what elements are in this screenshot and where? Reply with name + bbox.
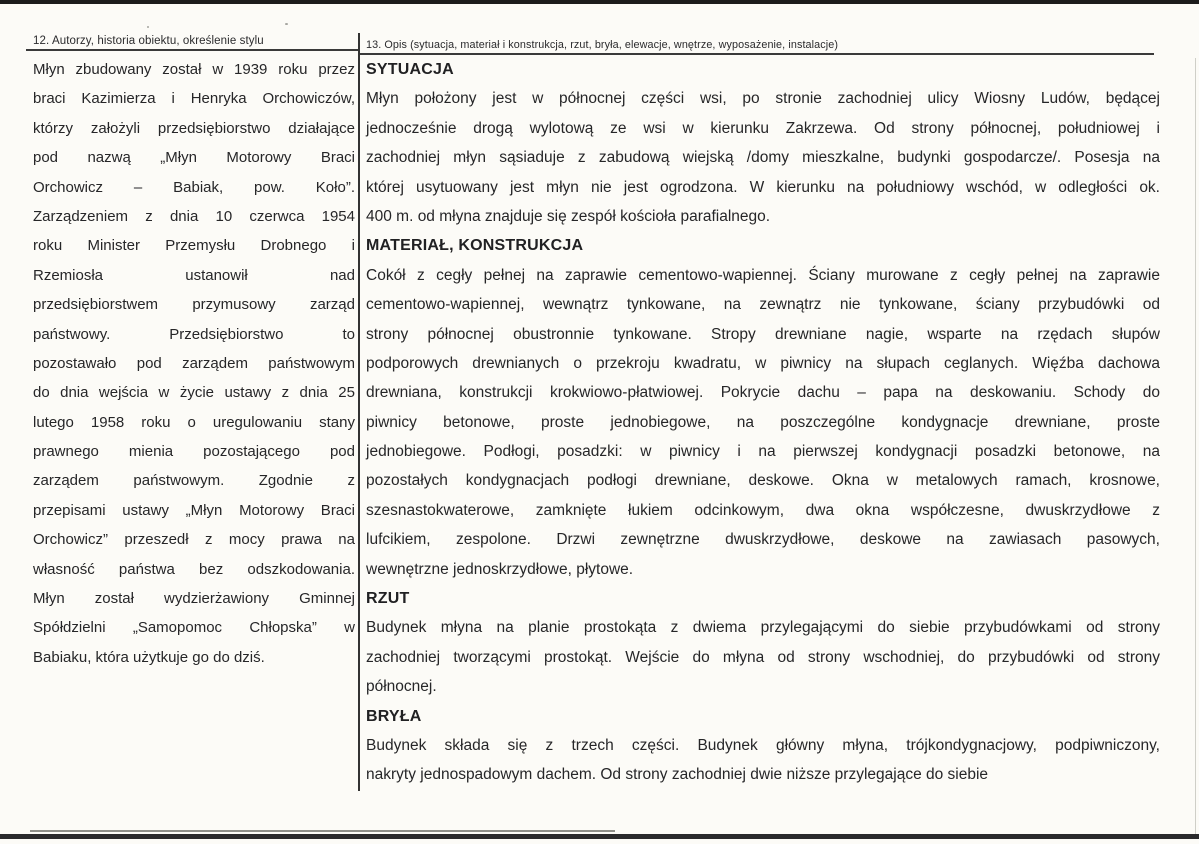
history-line: przedsiębiorstwem przymusowy zarząd: [33, 296, 355, 314]
description-line: drewniana, konstrukcji krokwiowo-płatwiowej. Pokrycie dachu – papa na deskowaniu. Schody do: [366, 384, 1160, 402]
description-line: zachodniej tworzącymi prostokąt. Wejście do młyna od strony wschodniej, do przybudówki od strony: [366, 648, 1160, 666]
description-line: szesnastokwaterowe, zamknięte łukiem odcinkowym, dwa okna współczesne, dwuskrzydłowe z: [366, 501, 1160, 519]
history-line: zarządem państwowym. Zgodnie z: [33, 472, 355, 490]
history-line: przepisami ustawy „Młyn Motorowy Braci: [33, 501, 355, 519]
history-line: Młyn został wydzierżawiony Gminnej: [33, 590, 355, 608]
history-line: Spółdzielni „Samopomoc Chłopska” w: [33, 619, 355, 637]
header-underline-left: [26, 49, 358, 51]
description-line: jednobiegowe. Podłogi, posadzki: w piwnicy i na pierwszej kondygnacji posadzki betonowe, na: [366, 443, 1160, 461]
section-heading-material-konstrukcja: MATERIAŁ, KONSTRUKCJA: [366, 237, 584, 255]
history-line: Orchowicz” przeszedł z mocy prawa na: [33, 531, 355, 549]
description-line: Cokół z cegły pełnej na zaprawie cementowo-wapiennej. Ściany murowane z cegły pełnej na zaprawie: [366, 266, 1160, 284]
scan-top-edge: [0, 0, 1199, 4]
description-line: zachodniej młyn sąsiaduje z zabudową wiejską /domy mieszkalne, budynki gospodarcze/. Posesja na: [366, 149, 1160, 167]
history-line: pozostawało pod zarządem państwowym: [33, 354, 355, 372]
description-line: Młyn położony jest w północnej części wsi, po stronie zachodniej ulicy Wiosny Ludów, będącej: [366, 90, 1160, 108]
description-line: Budynek składa się z trzech części. Budynek główny młyna, trójkondygnacjowy, podpiwniczony,: [366, 736, 1160, 754]
history-line: Orchowicz – Babiak, pow. Koło”.: [33, 178, 355, 196]
description-line: nakryty jednospadowym dachem. Od strony zachodniej dwie niższe przylegające do siebie: [366, 766, 989, 784]
field-12-label: 12. Autorzy, historia obiektu, określenie stylu: [33, 35, 264, 47]
section-heading-rzut: RZUT: [366, 590, 410, 608]
field-13-label: 13. Opis (sytuacja, materiał i konstrukcja, rzut, bryła, elewacje, wnętrze, wyposażenie, instalacje): [366, 39, 839, 51]
scan-speck: [285, 23, 288, 25]
description-line: 400 m. od młyna znajduje się zespół kościoła parafialnego.: [366, 207, 771, 225]
scan-bottom-thin-line: [30, 830, 615, 832]
history-line: prawnego mienia pozostającego pod: [33, 443, 355, 461]
history-line: Zarządzeniem z dnia 10 czerwca 1954: [33, 207, 355, 225]
history-line: Babiaku, która użytkuje go do dziś.: [33, 648, 265, 666]
description-line: północnej.: [366, 678, 437, 696]
description-line: piwnicy betonowe, proste jednobiegowe, na poszczególne kondygnacje drewniane, proste: [366, 413, 1160, 431]
history-line: Młyn zbudowany został w 1939 roku przez: [33, 61, 355, 78]
description-line: lufcikiem, zespolone. Drzwi zewnętrzne dwuskrzydłowe, deskowe na zawiasach pasowych,: [366, 531, 1160, 549]
description-column: [366, 55, 1160, 790]
description-line: wewnętrzne jednoskrzydłowe, płytowe.: [366, 560, 634, 578]
history-column: [33, 55, 355, 672]
history-line: do dnia wejścia w życie ustawy z dnia 25: [33, 384, 355, 402]
section-heading-sytuacja: SYTUACJA: [366, 61, 454, 78]
history-line: własność państwa bez odszkodowania.: [33, 560, 355, 578]
description-line: cementowo-wapiennej, wewnątrz tynkowane, na zewnątrz nie tynkowane, ściany przybudówki od: [366, 296, 1160, 314]
description-line: jednocześnie drogą wylotową ze wsi w kierunku Zakrzewa. Od strony północnej, południowej i: [366, 119, 1160, 137]
description-line: pozostałych kondygnacjach podłogi drewniane, deskowe. Okna w metalowych ramach, krosnowe,: [366, 472, 1160, 490]
description-line: Budynek młyna na planie prostokąta z dwiema przylegającymi do siebie przybudówkami od strony: [366, 619, 1160, 637]
scan-speck: [147, 26, 149, 28]
history-line: państwowy. Przedsiębiorstwo to: [33, 325, 355, 343]
description-line: strony północnej obustronnie tynkowane. Stropy drewniane nagie, wsparte na rzędach słupów: [366, 325, 1160, 343]
history-line: braci Kazimierza i Henryka Orchowiczów,: [33, 90, 355, 108]
scan-bottom-edge: [0, 834, 1199, 839]
history-line: roku Minister Przemysłu Drobnego i: [33, 237, 355, 255]
column-divider: [358, 33, 360, 791]
section-heading-bryla: BRYŁA: [366, 707, 422, 725]
history-line: Rzemiosła ustanowił nad: [33, 266, 355, 284]
history-line: lutego 1958 roku o uregulowaniu stany: [33, 413, 355, 431]
description-line: której usytuowany jest młyn nie jest ogrodzona. W kierunku na południowy wschód, w odległości ok.: [366, 178, 1160, 196]
history-line: pod nazwą „Młyn Motorowy Braci: [33, 149, 355, 167]
history-line: którzy założyli przedsiębiorstwo działające: [33, 119, 355, 137]
description-line: podporowych drewnianych o przekroju kwadratu, w piwnicy na słupach ceglanych. Więźba dachowa: [366, 354, 1160, 372]
scan-right-edge: [1195, 58, 1196, 834]
